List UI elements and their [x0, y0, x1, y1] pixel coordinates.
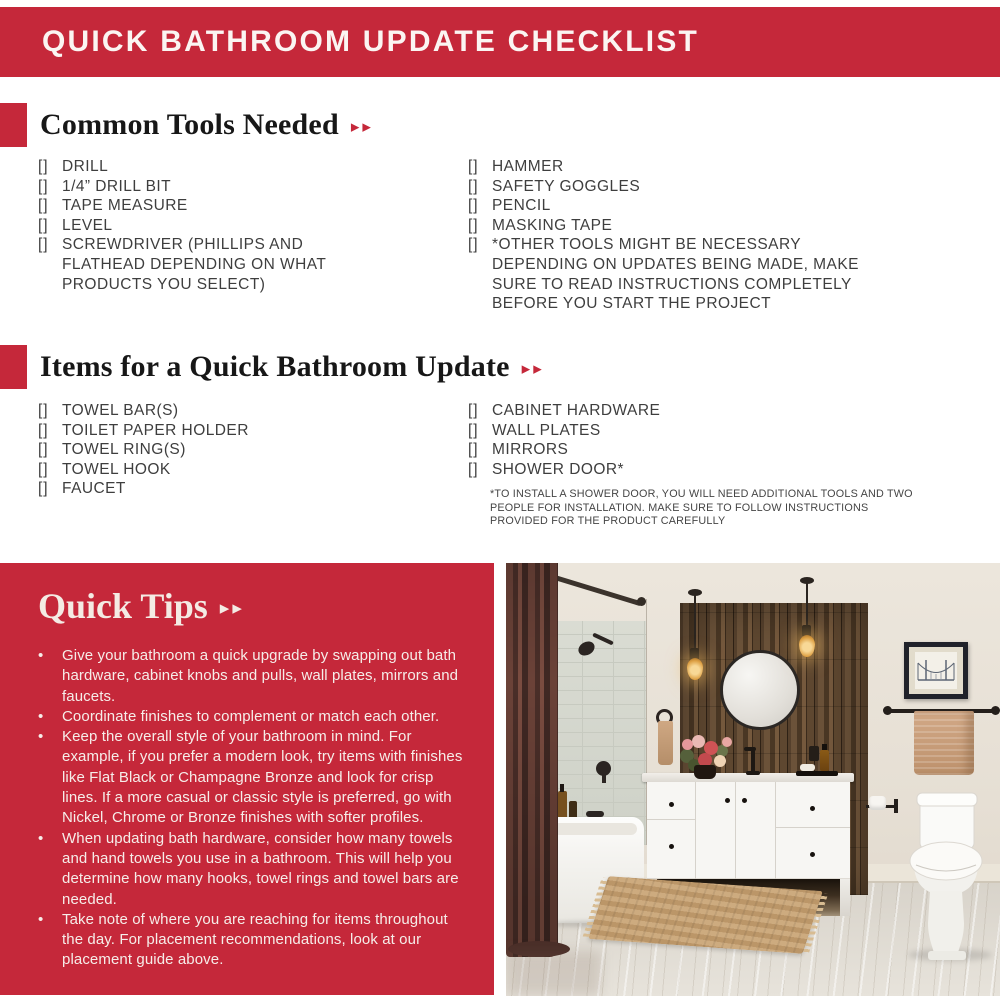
drawer-knob: [669, 802, 674, 807]
checkbox-icon[interactable]: []: [38, 236, 49, 254]
checklist-item-label: TOILET PAPER HOLDER: [62, 421, 249, 439]
towel-bar-finial: [991, 706, 1000, 715]
toilet-paper-mount: [894, 799, 898, 813]
bridge-drawing: [915, 652, 957, 689]
bullet-icon: •: [38, 647, 44, 664]
round-mirror: [720, 650, 800, 730]
soap-bar: [800, 764, 815, 771]
flower: [682, 739, 693, 750]
tip-text: When updating bath hardware, consider how many towels and hand towels you use in a bathroom. This will help you determine how many hooks, towel rings and towel bars are needed.: [62, 829, 459, 908]
checkbox-icon[interactable]: []: [468, 236, 479, 254]
counter-tray: [796, 771, 838, 776]
checklist-item-label: DRILL: [62, 158, 109, 175]
checkbox-icon[interactable]: []: [38, 158, 49, 175]
bathroom-photo: [506, 563, 1000, 996]
forward-arrows-icon: ▸▸: [350, 116, 374, 137]
forward-arrows-icon: ▸▸: [521, 358, 545, 379]
section-accent-block: [0, 345, 27, 389]
checklist-item-label: FAUCET: [62, 480, 126, 498]
checkbox-icon[interactable]: []: [38, 421, 49, 439]
flower-vase: [694, 765, 716, 779]
checklist-item-label: TOWEL HOOK: [62, 460, 171, 478]
amber-bottle-cap: [822, 744, 827, 750]
checkbox-icon[interactable]: []: [468, 216, 479, 234]
soap-bottle-pump: [560, 784, 564, 792]
checklist-item: [38, 401, 468, 421]
bullet-icon: •: [38, 728, 44, 746]
flower: [722, 737, 732, 747]
checklist-item: [38, 479, 468, 499]
shower-rod-finial: [637, 597, 646, 606]
checkbox-icon[interactable]: []: [468, 421, 479, 439]
pendant-cord: [806, 582, 808, 627]
checklist-item: [38, 196, 468, 216]
checkbox-icon[interactable]: []: [38, 460, 49, 478]
section-heading-update: [40, 344, 545, 390]
update-checklist-right: [468, 401, 948, 479]
bullet-icon: •: [38, 829, 44, 847]
checklist-item-label: TOWEL RING(S): [62, 441, 186, 459]
checklist-item-label: LEVEL: [62, 216, 113, 234]
checkbox-icon[interactable]: []: [38, 177, 49, 195]
checkbox-icon[interactable]: []: [468, 402, 479, 419]
checklist-item: [468, 177, 938, 197]
checklist-item-label: TAPE MEASURE: [62, 197, 188, 215]
checkbox-icon[interactable]: []: [38, 441, 49, 459]
section-heading-text: Common Tools Needed: [40, 108, 339, 141]
drawer-knob: [810, 852, 815, 857]
checklist-item: [38, 460, 468, 480]
drawer-divider: [775, 827, 850, 828]
checklist-item-label: TOWEL BAR(S): [62, 402, 179, 419]
soap-bottle: [558, 791, 567, 819]
framed-artwork: [904, 642, 968, 699]
checklist-item-label: CABINET HARDWARE: [492, 402, 661, 419]
tools-checklist-left: [38, 157, 468, 294]
update-checklist-left: [38, 401, 468, 499]
section-accent-block: [0, 103, 27, 147]
checkbox-icon[interactable]: []: [468, 460, 479, 478]
checklist-item-label: 1/4” DRILL BIT: [62, 177, 172, 195]
towel-bar-finial: [883, 706, 892, 715]
checklist-item: [468, 421, 948, 441]
shower-curtain: [506, 563, 558, 957]
title-banner: [0, 7, 1000, 77]
checklist-item: [38, 177, 468, 197]
tip-text: Take note of where you are reaching for items throughout the day. For placement recommendations, look at our placement guide above.: [62, 910, 448, 969]
checklist-item-label: WALL PLATES: [492, 421, 601, 439]
checklist-item: [468, 440, 948, 460]
shower-valve: [596, 761, 611, 776]
checklist-item-label: *OTHER TOOLS MIGHT BE NECESSARY DEPENDING ON UPDATES BEING MADE, MAKE SURE TO READ INSTRUCTIONS COMPLETELY BEFORE YOU START THE PROJECT: [492, 236, 859, 313]
drawer-divider: [647, 819, 695, 820]
tips-list: [38, 646, 468, 971]
checklist-item: [468, 460, 948, 480]
tips-heading: [38, 585, 245, 627]
drawer-knob: [810, 806, 815, 811]
checklist-item: [468, 216, 938, 236]
hand-towel: [658, 721, 673, 765]
tip-text: Give your bathroom a quick upgrade by swapping out bath hardware, cabinet knobs and pulls, wall plates, mirrors and faucets.: [62, 647, 459, 705]
tip-text: Coordinate finishes to complement or match each other.: [62, 707, 440, 725]
drawer-knob: [669, 844, 674, 849]
tip-item: [38, 727, 468, 828]
door-knob: [742, 798, 747, 803]
checkbox-icon[interactable]: []: [38, 402, 49, 419]
door-knob: [725, 798, 730, 803]
checkbox-icon[interactable]: []: [38, 480, 49, 498]
faucet-base: [746, 771, 760, 775]
checklist-item: [38, 235, 468, 294]
bathtub-basin: [553, 823, 637, 835]
bath-towel: [914, 711, 974, 775]
checklist-item-label: HAMMER: [492, 158, 564, 175]
amber-bottle: [820, 750, 829, 771]
flower: [692, 735, 705, 748]
checklist-item-label: MIRRORS: [492, 441, 569, 459]
checklist-item: [38, 216, 468, 236]
checklist-item: [468, 157, 938, 177]
flower: [714, 755, 726, 767]
checklist-item: [468, 196, 938, 216]
cabinet-divider: [695, 782, 696, 879]
shower-door-footnote: *TO INSTALL A SHOWER DOOR, YOU WILL NEED ADDITIONAL TOOLS AND TWO PEOPLE FOR INSTALLATION. MAKE SURE TO FOLLOW INSTRUCTIONS PROVIDED FOR THE PRODUCT CAREFULLY: [490, 488, 913, 528]
section-heading-tools: [40, 102, 374, 148]
shower-valve-stem: [602, 775, 606, 783]
forward-arrows-icon: ▸▸: [219, 596, 245, 619]
page-title: QUICK BATHROOM UPDATE CHECKLIST: [42, 25, 700, 58]
bridge-art-lines: [915, 652, 957, 689]
checkbox-icon[interactable]: []: [468, 441, 479, 459]
cabinet-door-gap: [735, 782, 736, 879]
checklist-item: [468, 235, 938, 313]
vanity-cabinet: [647, 782, 850, 879]
checklist-item-label: SHOWER DOOR*: [492, 460, 624, 478]
checkbox-icon[interactable]: []: [468, 177, 479, 195]
checklist-item-label: SCREWDRIVER (PHILLIPS AND FLATHEAD DEPENDING ON WHAT PRODUCTS YOU SELECT): [62, 236, 327, 293]
checklist-item-label: MASKING TAPE: [492, 216, 613, 234]
checkbox-icon[interactable]: []: [468, 197, 479, 215]
checklist-item-label: PENCIL: [492, 197, 551, 215]
quick-tips-panel: [0, 563, 494, 995]
checklist-item-label: SAFETY GOGGLES: [492, 177, 641, 195]
checklist-item: [38, 421, 468, 441]
tip-item: [38, 707, 468, 727]
checklist-item: [38, 440, 468, 460]
checkbox-icon[interactable]: []: [38, 197, 49, 215]
section-heading-text: Items for a Quick Bathroom Update: [40, 350, 510, 383]
toilet-paper-roll: [869, 796, 886, 810]
bullet-icon: •: [38, 707, 44, 725]
tip-item: [38, 910, 468, 971]
toilet: [904, 789, 986, 961]
tip-item: [38, 646, 468, 707]
tip-item: [38, 829, 468, 910]
wall-outlet: [809, 746, 819, 761]
cabinet-divider: [775, 782, 776, 879]
tools-checklist-right: [468, 157, 938, 314]
checkbox-icon[interactable]: []: [468, 158, 479, 175]
pendant-cord: [694, 594, 696, 650]
vanity-side-panel: [840, 879, 850, 916]
checkbox-icon[interactable]: []: [38, 216, 49, 234]
checklist-item: [468, 401, 948, 421]
checklist-item: [38, 157, 468, 177]
tips-heading-text: Quick Tips: [38, 586, 208, 626]
curtain-floor-shadow: [506, 951, 601, 996]
bullet-icon: •: [38, 910, 44, 928]
tip-text: Keep the overall style of your bathroom in mind. For example, if you prefer a modern look, try items with finishes like Flat Black or Champagne Bronze and look for crisp lines. If a more casual or classic style is preferred, go with Nickel, Chrome or Bronze finishes with softer profiles.: [62, 728, 463, 827]
